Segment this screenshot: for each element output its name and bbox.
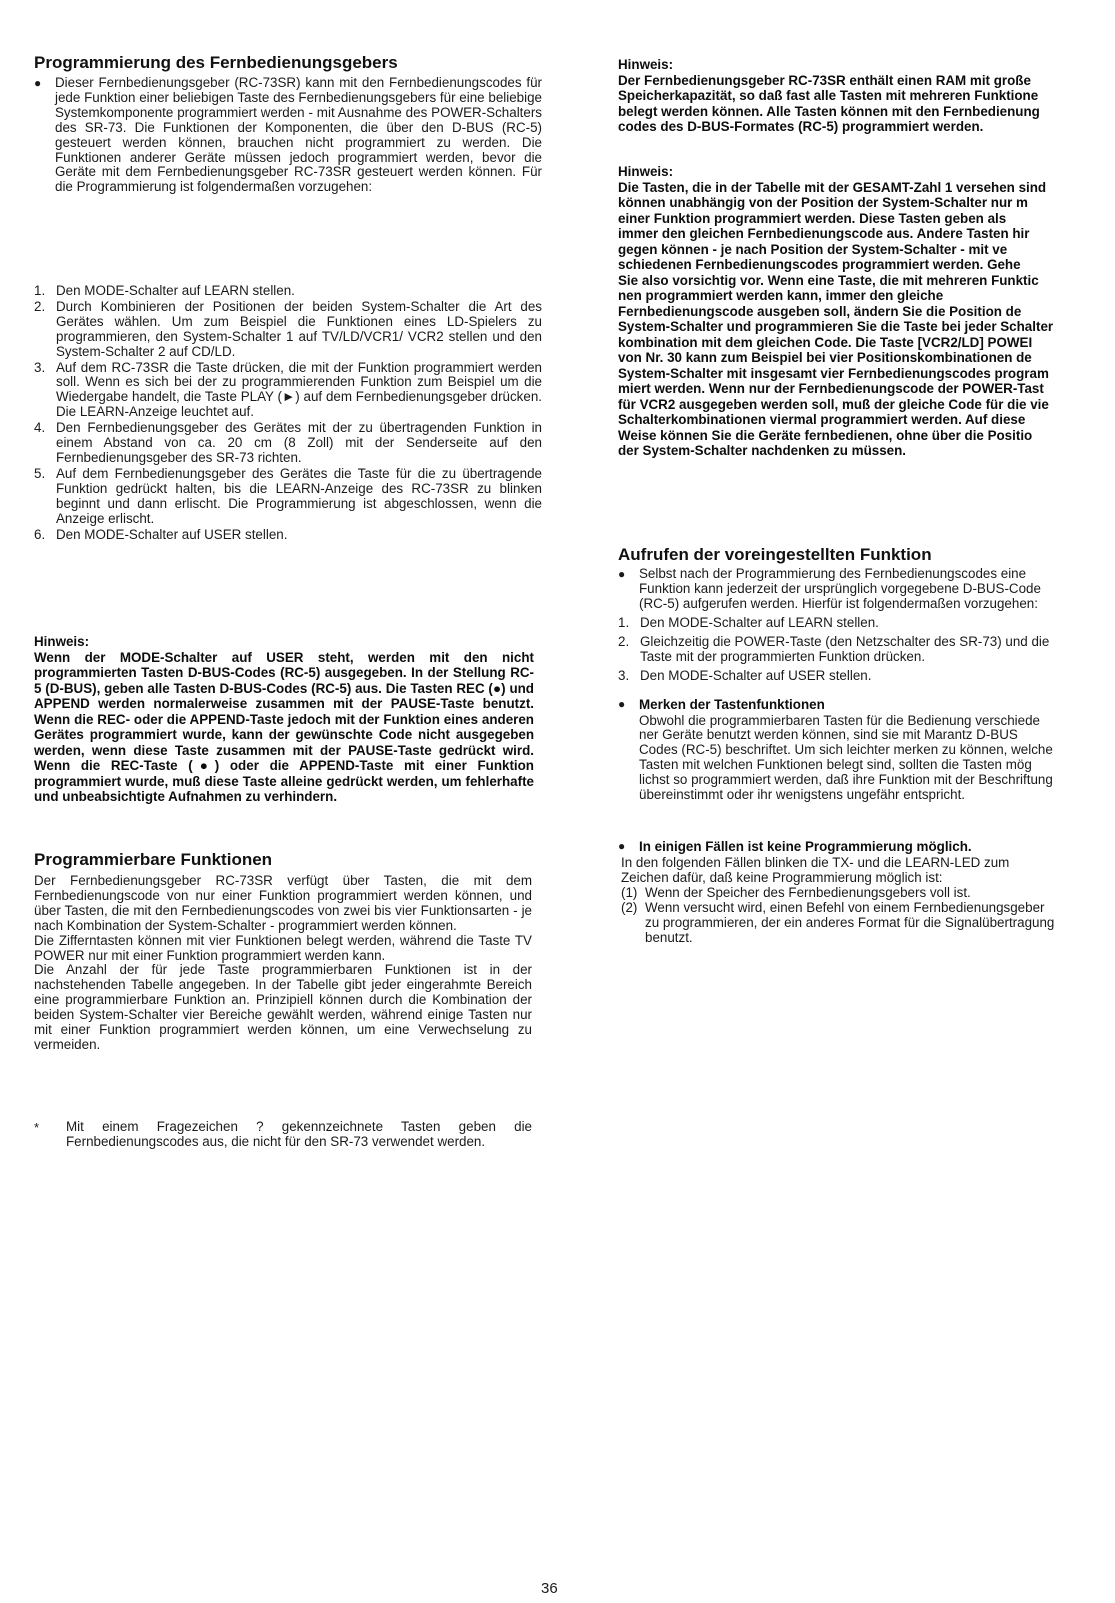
case-item: (2) Wenn versucht wird, einen Befehl von einem Fernbedienungsgeber zu programmieren, der ein anderes Format für die Signalübertragung benutzt. [621,899,1055,945]
bullet-dot: ● [618,839,626,853]
hinweis-note-gesamt: Hinweis: Die Tasten, die in der Tabelle mit der GESAMT-Zahl 1 versehen sind können unabhängig von der Position der System-Schalter nur m einer Funktion programmiert werden. Diese Tasten geben als immer den gleichen Fernbedienungscode aus. Andere Tasten hir gegen können - je nach Position der System-Schalter - mit ve schiedenen Fernbedienungscodes programmiert werden. Gehe Sie also vorsichtig vor. Wenn eine Taste, die mit mehreren Funktic nen programmiert werden kann, immer den gleiche Fernbedienungscode ausgeben soll, ändern Sie die Position de System-Schalter und programmieren Sie die Taste bei jeder Schalter kombination mit dem gleichen Code. Die Taste [VCR2/LD] POWEI von Nr. 30 kann zum Beispiel bei vier Positionskombinationen de System-Schalter mit insgesamt vier Fernbedienungscodes program miert werden. Wenn nur der Fernbedienungscode der POWER-Tast für VCR2 ausgegeben werden soll, muß der gleiche Code für die vie Schalterkombinationen viermal programmiert werden. Auf diese Weise können Sie die Geräte fernbedienen, ohne über die Positio der System-Schalter nachdenken zu müssen. [618,164,1054,458]
note-label: Hinweis: [34,634,90,649]
case-item: (1) Wenn der Speicher des Fernbedienungsgebers voll ist. [621,884,971,900]
step-item: 1. Den MODE-Schalter auf LEARN stellen. [34,283,295,298]
section-title-programmierbare-funktionen: Programmierbare Funktionen [34,850,273,869]
programming-steps [34,284,542,542]
step-item: 3. Auf dem RC-73SR die Taste drücken, die mit der Funktion programmiert werden soll. Wenn es sich bei der zu programmierenden Funktion zum Beispiel um die Wiedergabe handelt, die Taste PLAY (►) auf dem Fernbedienungsgeber drücken. Die LEARN-Anzeige leuchtet auf. [34,359,542,420]
hinweis-note-ram: Hinweis: Der Fernbedienungsgeber RC-73SR enthält einen RAM mit große Speicherkapazität, so daß fast alle Tasten mit mehreren Funktione belegt werden können. Alle Tasten können mit den Fernbedienung codes des D-BUS-Formates (RC-5) programmiert werden. [618,57,1040,134]
merken-section: ● Merken der Tastenfunktionen Obwohl die programmierbaren Tasten für die Bedienung verschiede ner Geräte benutzt werden können, sind sie mit Marantz D-BUS Codes (RC-5) beschriftet. Um sich leichter merken zu können, welche Tasten mit welchen Funktionen belegt sind, sollten die Tasten mög lichst so programmiert werden, daß ihre Funktion mit der Beschriftung übereinstimmt oder ihr wenigstens ungefähr entspricht. [618,697,1053,803]
footnote [34,1120,532,1150]
footnote-mark: * [34,1120,40,1135]
programmierbare-body: Der Fernbedienungsgeber RC-73SR verfügt über Tasten, die mit dem Fernbedienungscode von nur einer Funktion programmiert werden können, und über Tasten, die mit den Fernbedienungscodes von zwei bis vier Funktionsarten - je nach Kombination der System-Schalter - programmiert werden können. Die Zifferntasten können mit vier Funktionen belegt werden, während die Taste TV POWER nur mit einer Funktion programmiert werden kann. Die Anzahl der für jede Taste programmierbaren Funktionen ist in der nachstehenden Tabelle angegeben. In der Tabelle gibt jeder eingerahmte Bereich eine programmierbare Funktion an. Prinzipiell können durch die Kombination der beiden System-Schalter vier Bereiche gewählt werden, während einige Tasten nur mit einer Funktion programmiert werden können, um eine Verwechselung zu vermeiden. [34,873,532,1052]
keine-programmierung-title: In einigen Fällen ist keine Programmierung möglich. [639,839,972,854]
step-item: 6. Den MODE-Schalter auf USER stellen. [34,526,288,542]
section-title-aufrufen: Aufrufen der voreingestellten Funktion [618,545,932,564]
note-text: Wenn der MODE-Schalter auf USER steht, werden mit den nicht programmierten Tasten D-BUS-Codes (RC-5) ausgegeben. In der Stellung RC-5 (D-BUS), geben alle Tasten D-BUS-Codes (RC-5) aus. Die Tasten REC (●) und APPEND werden normalerweise zusammen mit der PAUSE-Taste benutzt. Wenn die REC- oder die APPEND-Taste jedoch mit der Funktion eines anderen Gerätes programmiert wurde, kann der gewünschte Code nicht ausgegeben werden, wenn diese Taste zusammen mit der PAUSE-Taste gedrückt wird. Wenn die REC-Taste (●) oder die APPEND-Taste mit einer Funktion programmiert wurde, muß diese Taste alleine gedrückt werden, um fehlerhafte und unbeabsichtigte Aufnahmen zu verhindern. [34,649,534,804]
hinweis-note-left [34,634,534,805]
bullet-dot: ● [34,76,42,90]
step-item: 2. Gleichzeitig die POWER-Taste (den Netzschalter des SR-73) und die Taste mit der programmierten Funktion drücken. [618,633,1050,664]
step-item: 1. Den MODE-Schalter auf LEARN stellen. [618,615,879,630]
page-number: 36 [541,1580,558,1597]
intro-bullet [34,76,542,195]
step-item: 4. Den Fernbedienungsgeber des Gerätes mit der zu übertragenden Funktion in einem Abstand von ca. 20 cm (8 Zoll) mit der Senderseite auf den Fernbedienungsgeber des SR-73 richten. [34,420,542,465]
step-item: 5. Auf dem Fernbedienungsgeber des Gerätes die Taste für die zu übertragende Funktion gedrückt halten, bis die LEARN-Anzeige des RC-73SR zu blinken beginnt und dann erlischt. Die Programmierung ist abgeschlossen, wenn die Anzeige erlischt. [34,465,542,526]
footnote-text: Mit einem Fragezeichen ? gekennzeichnete Tasten geben die Fernbedienungscodes aus, die nicht für den SR-73 verwendet werden. [66,1119,532,1149]
merken-title: Merken der Tastenfunktionen [639,697,825,712]
keine-programmierung-body: In den folgenden Fällen blinken die TX- und die LEARN-LED zum Zeichen dafür, daß keine Programmierung möglich ist: (1) Wenn der Speicher des Fernbedienungsgebers voll ist. (2) Wenn versucht wird, einen Befehl von einem Fernbedienungsgeber zu programmieren, der ein anderes Format für die Signalübertragung benutzt. [618,856,1054,945]
right-column [618,0,1115,1603]
bullet-dot: ● [618,567,626,581]
aufrufen-bullet: ● Selbst nach der Programmierung des Fernbedienungscodes eine Funktion kann jederzeit der ursprünglich vorgegebene D-BUS-Code (RC-5) aufgerufen werden. Hierfür ist folgendermaßen vorzugehen: [618,566,1041,611]
step-item: 3. Den MODE-Schalter auf USER stellen. [618,667,872,683]
step-item: 2. Durch Kombinieren der Positionen der beiden System-Schalter die Art des Gerätes wählen. Um zum Beispiel die Funktionen eines LD-Spielers zu programmieren, den System-Schalter 1 auf TV/LD/VCR1/ VCR2 stellen und den System-Schalter 2 auf CD/LD. [34,298,542,359]
section-title-programmierung: Programmierung des Fernbedienungsgebers [34,53,398,72]
intro-text: Dieser Fernbedienungsgeber (RC-73SR) kann mit den Fernbedienungscodes für jede Funktion einer beliebigen Taste des Fernbedienungsgebers für eine beliebige Systemkomponente programmiert werden - mit Ausnahme des POWER-Schalters des SR-73. Die Funktionen der Komponenten, die über den D-BUS (RC-5) gesteuert werden können, brauchen nicht programmiert zu werden. Die Funktionen anderer Geräte müssen jedoch programmiert werden, bevor die Geräte mit dem Fernbedienungsgeber RC-73SR gesteuert werden können. Für die Programmierung ist folgendermaßen vorzugehen: [55,75,542,195]
keine-programmierung-section [618,839,972,856]
bullet-dot: ● [618,697,626,711]
aufrufen-steps [618,616,1049,684]
